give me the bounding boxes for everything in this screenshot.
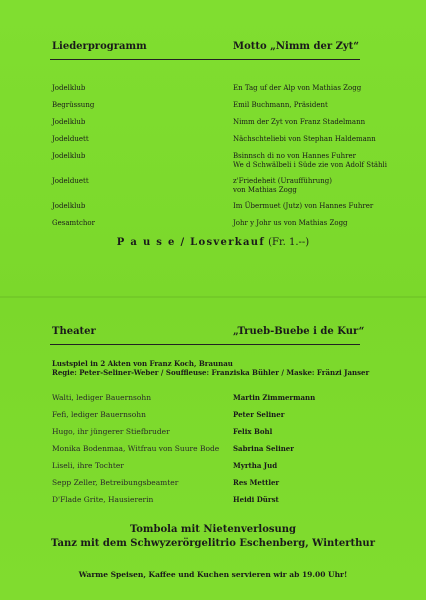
song: Bsinnsch di no von Hannes Fuhrer [233,152,356,160]
role: Hugo, ihr jüngerer Stiefbruder [52,427,170,436]
performer: Jodelklub [52,118,86,126]
actor: Martin Zimmermann [233,393,316,402]
actor: Peter Seliner [233,410,285,419]
song: Nächschteliebi von Stephan Haldemann [233,135,376,143]
actor: Res Mettler [233,478,280,487]
song: Im Übermuet (Jutz) von Hannes Fuhrer [233,202,374,210]
pause-label: P a u s e / Losverkauf [116,237,265,248]
program-title: Liederprogramm [52,41,147,52]
song: Johr y Johr us von Mathias Zogg [233,219,348,227]
song: We d Schwälbeli i Süde zie von Adolf Stähli [233,161,388,169]
pause-price: (Fr. 1.--) [264,237,310,248]
actor: Sabrina Seliner [233,444,294,453]
dance-line: Tanz mit dem Schwyzerörgelitrio Eschenberg, Winterthur [51,538,375,549]
song: z'Friedeheit (Uraufführung) [233,177,332,185]
performer: Jodelduett [52,135,89,143]
tombola-line: Tombola mit Nietenverlosung [129,524,297,535]
program-rule [50,59,360,60]
role: Liseli, ihre Tochter [52,461,124,470]
theater-rule [50,344,360,345]
theater-title: Theater [52,326,96,337]
song: En Tag uf der Alp von Mathias Zogg [233,84,362,92]
actor: Felix Bohl [233,427,273,436]
performer: Jodelklub [52,84,86,92]
role: Walti, lediger Bauernsohn [52,393,152,402]
role: Sepp Zeller, Betreibungsbeamter [52,478,179,487]
song: Nimm der Zyt von Franz Stadelmann [233,118,366,126]
performer: Gesamtchor [52,219,95,227]
song: von Mathias Zogg [233,186,297,194]
play-credits: Regie: Peter-Seliner-Weber / Souffleuse: Franziska Bühler / Maske: Fränzi Janser [52,368,370,377]
performer: Jodelduett [52,177,89,185]
pause-line [0,237,426,248]
actor: Myrtha Jud [233,461,278,470]
food-line: Warme Speisen, Kaffee und Kuchen servieren wir ab 19.00 Uhr! [78,570,348,579]
performer: Jodelklub [52,152,86,160]
song: Emil Buchmann, Präsident [233,101,328,109]
performer: Begrüssung [52,101,95,109]
performer: Jodelklub [52,202,86,210]
actor: Heidi Dürst [233,495,279,504]
role: D'Flade Grite, Hausiererin [52,495,154,504]
play-title: „Trueb-Buebe i de Kur“ [233,326,365,337]
play-description: Lustspiel in 2 Akten von Franz Koch, Braunau [52,359,233,368]
role: Monika Bodenmaa, Witfrau von Suure Bode [52,444,220,453]
role: Fefi, lediger Bauernsohn [52,410,146,419]
page-fold [0,296,426,298]
program-motto: Motto „Nimm der Zyt“ [233,41,360,52]
